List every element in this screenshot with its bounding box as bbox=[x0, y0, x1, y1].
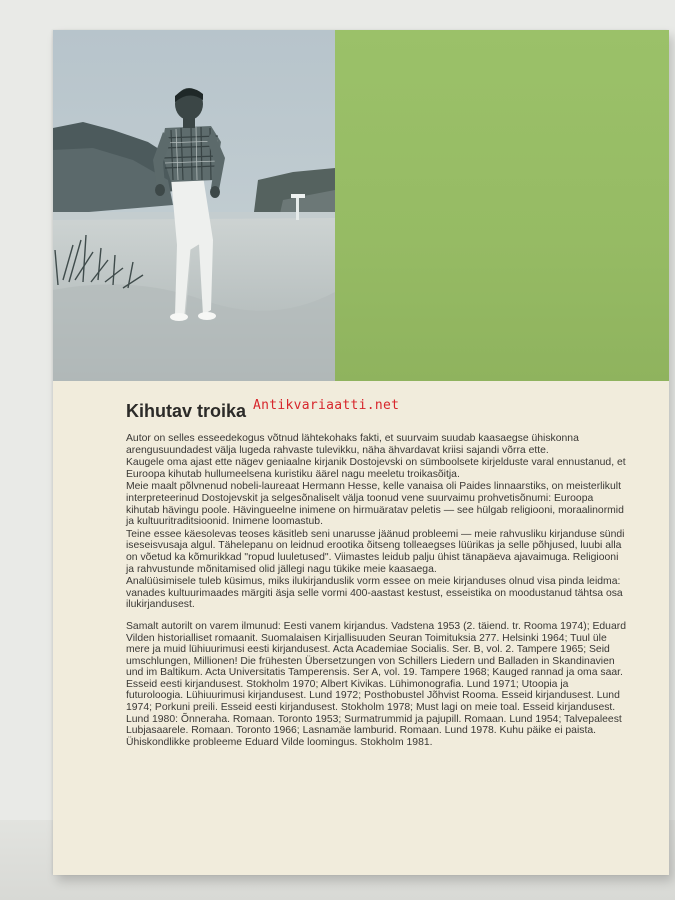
cover-text-area bbox=[53, 381, 669, 875]
blurb-paragraph: Meie maalt põlvnenud nobeli-laureaat Hermann Hesse, kelle vanaisa oli Paides linnaarstiks, on meisterlikult interpreteerinud Dostojevskit ja selgesõnaliselt välja toonud vene suurvaimu prohvetisõnumi: Euroopa kihutab hävingu poole. Hävingueelne inimene on hirmuäratav peletis — see hülgab religiooni, moraalinormid ja kultuuritraditsioonid. Inimene loomastub. bbox=[126, 481, 624, 528]
blurb-paragraph: Teine essee käesolevas teoses käsitleb seni unarusse jäänud probleemi — meie rahvusliku kirjanduse sündi iseseisvusaja algul. Tähelepanu on leidnud erootika õitseng tolleaegses lüürikas ja selle põhjused, luubi alla on võetud ka kõmurikkad "ropud luuletused". Viimastes leidub palju ühist tänapäeva ajavaimuga. Religiooni ja rahvustunde mõnitamised olid jällegi nagu tükike meie kaasaega. bbox=[126, 528, 625, 575]
blurb bbox=[126, 433, 626, 749]
watermark: Antikvariaatti.net bbox=[253, 398, 400, 413]
green-color-panel bbox=[335, 30, 669, 381]
man-on-beach-photo-icon bbox=[53, 30, 335, 381]
bibliography: Samalt autorilt on varem ilmunud: Eesti vanem kirjandus. Vadstena 1953 (2. täiend. tr. Rooma 1974); Eduard Vilden historialliset romaanit. Suomalaisen Kirjallisuuden Seuran Toimituksia 277. Helsinki 1964; Tuul üle mere ja muid lühiuurimusi eesti kirjandusest. Acta Academiae Socialis. Ser. B, vol. 2. Tampere 1965; Seid umschlungen, Millionen! Die frühesten Übersetzungen von Schillers Liedern und Balladen in Skandinavien und im Baltikum. Acta Universitatis Tamperensis. Ser A, vol. 19. Tampere 1968; Kauged rannad ja oma saar. Esseid eesti kirjandusest. Stokholm 1970; Albert Kivikas. Lühimonografia. Lund 1971; Utoopia ja futuroloogia. Lühiuurimusi kirjandusest. Lund 1972; Posthobustel Jõhvist Rooma. Esseid kirjandusest. Lund 1974; Porkuni preili. Esseid eesti kirjandusest. Stokholm 1978; Must lagi on meie toal. Esseid kirjandusest. Lund 1980: Õnneraha. Romaan. Toronto 1953; Surmatrummid ja pajupill. Romaan. Lund 1954; Talvepaleest Lubjasaarele. Romaan. Toronto 1966; Lasnamäe lamburid. Romaan. Lund 1978. Kuhu päike ei paista. Ühiskondlikke probleeme Eduard Vilde loomingus. Stokholm 1981. bbox=[126, 620, 626, 748]
blurb-paragraph: Analüüsimisele tuleb küsimus, miks ilukirjanduslik vorm essee on meie kirjanduses olnud visa pinda leidma: vanades kultuurimaades märgiti äsja selle vormi 400-aastast kestust, esseistika on moodustanud tähtsa osa ilukirjandusest. bbox=[126, 576, 623, 611]
author-photo bbox=[53, 30, 335, 381]
blurb-paragraph: Kaugele oma ajast ette nägev geniaalne kirjanik Dostojevski on sümboolsete kirjelduste varal ennustanud, et Euroopa kihutab hullumeelsena kuristiku äärel nagu meeletu troikasõitja. bbox=[126, 457, 626, 480]
book-back-cover bbox=[53, 30, 669, 875]
blurb-paragraph: Autor on selles esseedekogus võtnud lähtekohaks fakti, et suurvaim suudab kaasaegse ühiskonna arengusuundadest välja lugeda rahvaste tulevikku, näha ähvardavat kriisi sajandi võrra ette. bbox=[126, 433, 579, 456]
book-title: Kihutav troika bbox=[126, 401, 247, 421]
